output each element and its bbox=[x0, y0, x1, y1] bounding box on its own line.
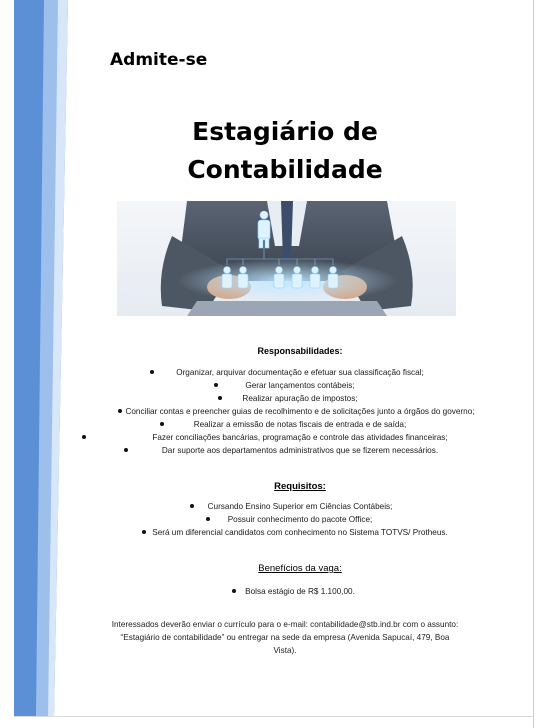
list-item-text: Realizar apuração de impostos; bbox=[242, 394, 358, 403]
page-title bbox=[140, 113, 430, 189]
list-item-text: Dar suporte aos departamentos administrativos que se fizerem necessários. bbox=[161, 446, 439, 455]
bullet-icon bbox=[82, 435, 86, 439]
bullet-icon bbox=[150, 370, 154, 374]
requirements-list bbox=[100, 500, 500, 539]
list-item bbox=[100, 513, 500, 526]
page-border-right bbox=[533, 0, 534, 728]
bullet-icon bbox=[160, 422, 164, 426]
benefits-list bbox=[100, 585, 500, 598]
page-border-bottom bbox=[14, 716, 534, 717]
list-item-text: Conciliar contas e preencher guias de recolhimento e de solicitações junto a órgãos do governo; bbox=[125, 407, 475, 416]
list-item bbox=[100, 444, 500, 457]
bullet-icon bbox=[190, 504, 194, 508]
list-item bbox=[100, 526, 500, 539]
decorative-blue-band bbox=[14, 0, 72, 716]
bullet-icon bbox=[142, 530, 146, 534]
list-item bbox=[100, 379, 500, 392]
list-item bbox=[100, 366, 500, 379]
title-line-2: Contabilidade bbox=[187, 155, 383, 184]
responsibilities-list bbox=[100, 366, 500, 457]
benefits-heading: Benefícios da vaga: bbox=[258, 563, 342, 574]
responsibilities-heading: Responsabilidades: bbox=[257, 346, 343, 356]
requirements-heading: Requisitos: bbox=[274, 481, 326, 492]
list-item bbox=[70, 431, 530, 444]
kicker-admite-se: Admite-se bbox=[110, 50, 208, 70]
list-item-text: Realizar a emissão de notas fiscais de entrada e de saída; bbox=[193, 420, 407, 429]
list-item-text: Gerar lançamentos contábeis; bbox=[245, 381, 355, 390]
list-item bbox=[100, 405, 500, 418]
list-item bbox=[100, 500, 500, 513]
list-item-text: Será um diferencial candidatos com conhecimento no Sistema TOTVS/ Protheus. bbox=[152, 528, 448, 537]
application-instructions: Interessados deverão enviar o currículo para o e-mail: contabilidade@stb.ind.br com o assunto: “Estagiário de contabilidade” ou entregar na sede da empresa (Avenida Sapucaí, 479, Boa Vista). bbox=[111, 620, 459, 655]
bullet-icon bbox=[118, 409, 122, 413]
list-item-text: Fazer conciliações bancárias, programação e controle das atividades financeiras; bbox=[152, 433, 448, 442]
bullet-icon bbox=[214, 383, 218, 387]
bullet-icon bbox=[206, 517, 210, 521]
list-item-text: Possuir conhecimento do pacote Office; bbox=[227, 515, 373, 524]
bullet-icon bbox=[218, 396, 222, 400]
list-item bbox=[100, 585, 500, 598]
bullet-icon bbox=[124, 448, 128, 452]
list-item-text: Cursando Ensino Superior em Ciências Contábeis; bbox=[207, 502, 393, 511]
list-item-text: Bolsa estágio de R$ 1.100,00. bbox=[245, 587, 355, 596]
bullet-icon bbox=[232, 589, 236, 593]
list-item bbox=[100, 418, 500, 431]
list-item-text: Organizar, arquivar documentação e efetuar sua classificação fiscal; bbox=[176, 368, 424, 377]
hero-illustration bbox=[117, 201, 456, 316]
title-line-1: Estagiário de bbox=[192, 117, 378, 146]
list-item bbox=[100, 392, 500, 405]
